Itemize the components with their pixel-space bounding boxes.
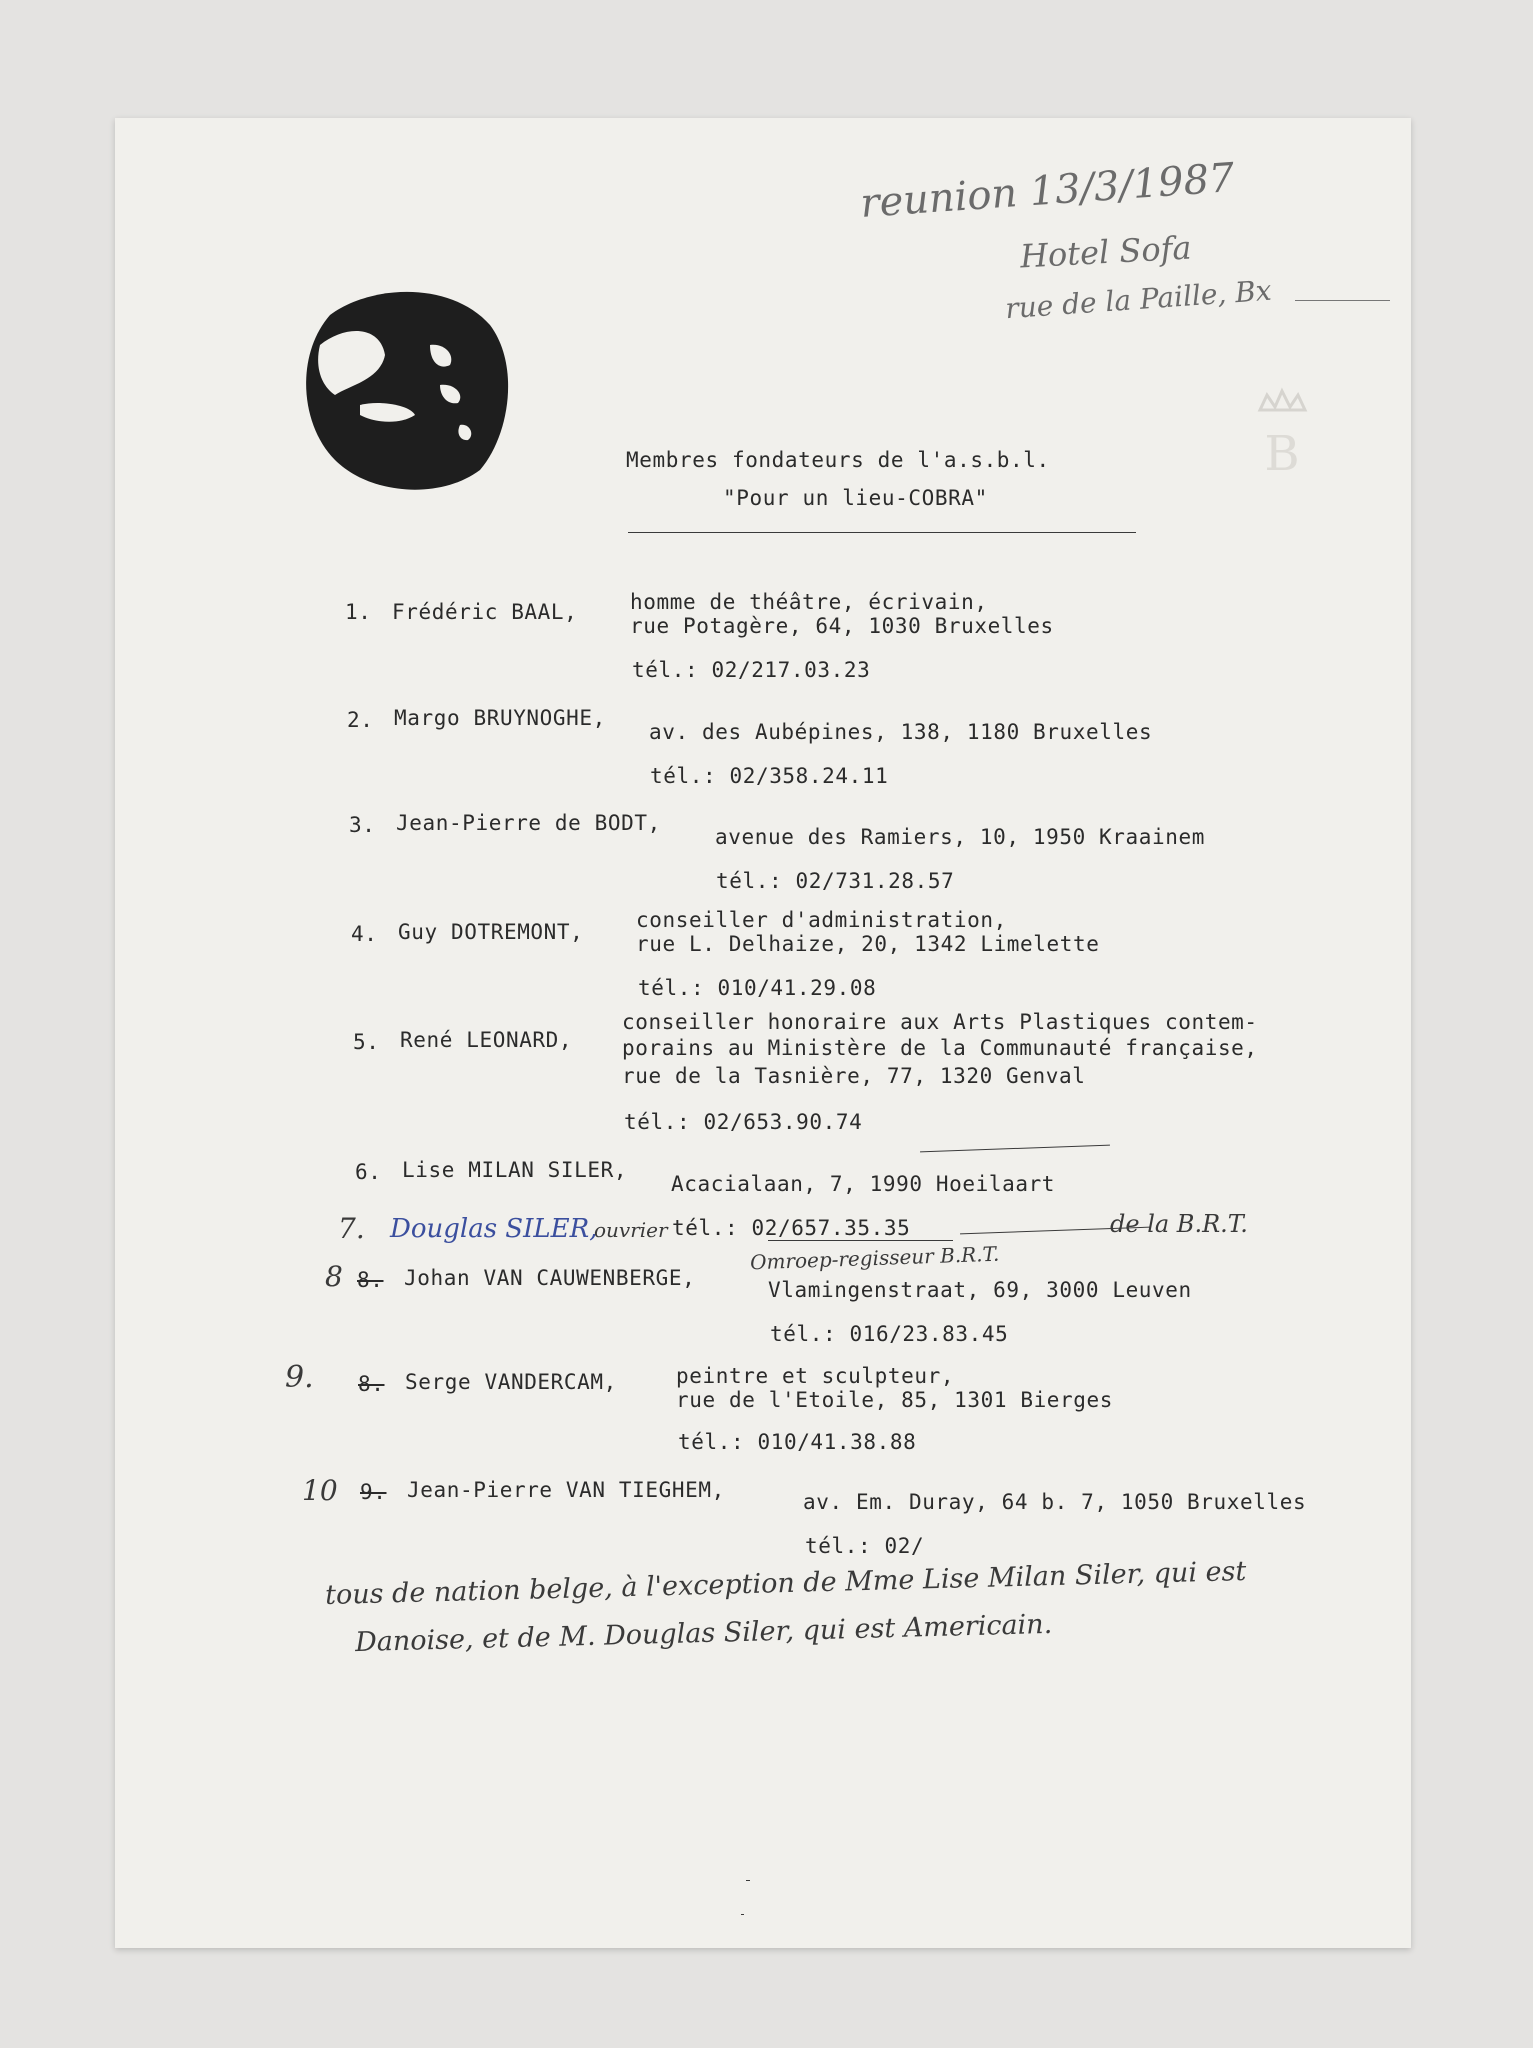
handwritten-member7-number: 7. <box>338 1212 365 1245</box>
member-phone: tél.: 010/41.38.88 <box>678 1430 917 1454</box>
handwritten-member7-name: Douglas SILER, <box>390 1214 598 1244</box>
member-number: 1. <box>345 600 372 624</box>
svg-text:B: B <box>1264 426 1300 482</box>
paper-mark <box>746 1880 750 1881</box>
member-name: Lise MILAN SILER, <box>402 1158 628 1182</box>
member-phone: tél.: 02/358.24.11 <box>650 764 889 788</box>
paper-mark <box>741 1914 744 1915</box>
member-phone: tél.: 02/657.35.35 <box>672 1216 911 1240</box>
member-address: rue de l'Etoile, 85, 1301 Bierges <box>676 1388 1114 1412</box>
member-address: av. des Aubépines, 138, 1180 Bruxelles <box>649 720 1153 744</box>
member-name: René LEONARD, <box>400 1028 573 1052</box>
handwritten-member-number: 9. <box>285 1360 314 1395</box>
member-number: 5. <box>353 1030 380 1054</box>
member-phone: tél.: 02/653.90.74 <box>624 1110 863 1134</box>
member-address: Vlamingenstraat, 69, 3000 Leuven <box>768 1278 1192 1302</box>
member-phone: tél.: 02/731.28.57 <box>716 869 955 893</box>
handwritten-meeting-date: reunion 13/3/1987 <box>858 154 1236 228</box>
royal-watermark-icon <box>1245 385 1320 500</box>
member-number: 8. <box>357 1268 384 1292</box>
handwritten-footnote-line1: tous de nation belge, à l'exception de Mme Lise Milan Siler, qui est <box>324 1555 1247 1612</box>
handwritten-member-number: 10 <box>302 1474 338 1507</box>
handwritten-member-number: 8 <box>325 1260 343 1293</box>
member-name: Johan VAN CAUWENBERGE, <box>404 1266 696 1290</box>
member-name: Guy DOTREMONT, <box>398 920 584 944</box>
member-number: 4. <box>351 922 378 946</box>
member-number: 3. <box>349 813 376 837</box>
member-occupation: peintre et sculpteur, <box>676 1364 955 1388</box>
member-number: 6. <box>355 1160 382 1184</box>
member-occupation-cont: porains au Ministère de la Communauté française, <box>622 1036 1258 1060</box>
member-phone: tél.: 02/ <box>805 1534 925 1558</box>
cobra-mask-logo-icon <box>290 285 515 500</box>
handwritten-footnote-line2: Danoise, et de M. Douglas Siler, qui est Americain. <box>354 1608 1053 1659</box>
member-phone: tél.: 016/23.83.45 <box>770 1322 1009 1346</box>
member-name: Serge VANDERCAM, <box>405 1370 617 1394</box>
member-address: avenue des Ramiers, 10, 1950 Kraainem <box>715 825 1205 849</box>
handwritten-street: rue de la Paille, Bx <box>1004 273 1273 326</box>
member-occupation: conseiller d'administration, <box>636 908 1007 932</box>
handwritten-member7-role: ouvrier <box>594 1218 668 1242</box>
handwritten-role: Omroep-regisseur B.R.T. <box>749 1241 1000 1275</box>
member-name: Jean-Pierre de BODT, <box>396 811 661 835</box>
member-name: Jean-Pierre VAN TIEGHEM, <box>407 1478 725 1502</box>
member-phone: tél.: 010/41.29.08 <box>638 976 877 1000</box>
member-occupation: homme de théâtre, écrivain, <box>630 590 988 614</box>
handwritten-brt: de la B.R.T. <box>1110 1210 1248 1238</box>
page-title: Membres fondateurs de l'a.s.b.l. <box>626 448 1050 472</box>
member-occupation: conseiller honoraire aux Arts Plastiques contem- <box>622 1010 1258 1034</box>
member-number: 8. <box>358 1372 385 1396</box>
member-address: rue Potagère, 64, 1030 Bruxelles <box>630 614 1054 638</box>
member-phone: tél.: 02/217.03.23 <box>632 658 871 682</box>
member-address: rue L. Delhaize, 20, 1342 Limelette <box>636 932 1100 956</box>
phone-underline <box>768 1240 953 1241</box>
handwritten-underline <box>1295 300 1390 301</box>
member-name: Frédéric BAAL, <box>392 600 578 624</box>
handwritten-hotel: Hotel Sofa <box>1019 228 1193 276</box>
member-address: rue de la Tasnière, 77, 1320 Genval <box>622 1064 1086 1088</box>
member-name: Margo BRUYNOGHE, <box>394 706 606 730</box>
member-address: Acacialaan, 7, 1990 Hoeilaart <box>671 1172 1056 1196</box>
member-address: av. Em. Duray, 64 b. 7, 1050 Bruxelles <box>803 1490 1307 1514</box>
title-rule <box>628 532 1136 533</box>
page-subtitle: "Pour un lieu-COBRA" <box>723 486 988 510</box>
member-number: 2. <box>347 708 374 732</box>
member-number: 9. <box>360 1480 387 1504</box>
